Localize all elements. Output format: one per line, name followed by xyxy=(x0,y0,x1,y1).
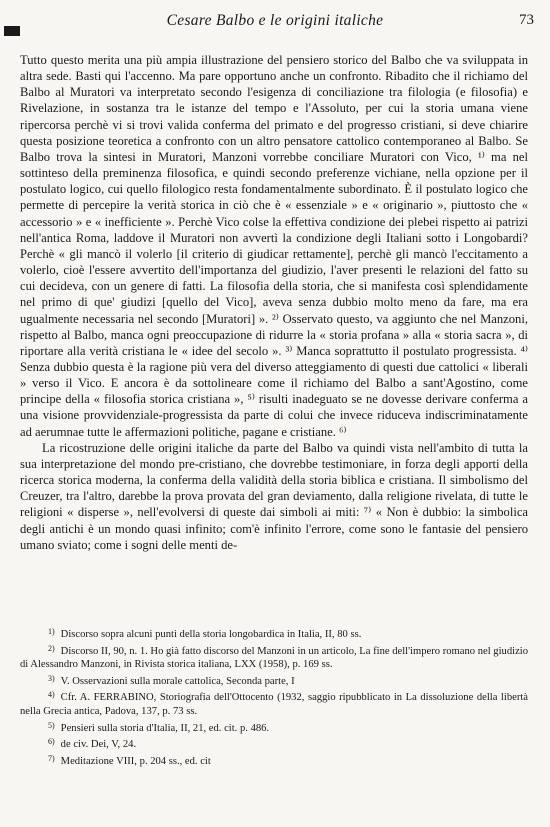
footnote: $^{3)}$ V. Osservazioni sulla morale cattolica, Seconda parte, I xyxy=(48,673,295,687)
paragraph: Tutto questo merita una più ampia illustrazione del pensiero storico del Balbo che va sviluppata in altra sede. Basti qui l'accenno. Ma pare opportuno anche un confronto. Ribadito che il richiamo del Balbo al Muratori va interpretato secondo l'esigenza di conciliazione tra filologia (e filosofia) e Rivelazione, in sostanza tra le istanze del tempo e l'Assoluto, per cui la storia umana viene ripercorsa perchè vi si trovi valida conferma del primato e del progresso cristiani, si deve chiarire questa posizione teoretica a confronto con un altro pensatore cattolico contemporaneo al Balbo. Se Balbo trova la sintesi in Muratori, Manzoni vorrebbe conciliare Muratori con Vico, ¹⁾ ma nel sottinteso della preminenza filosofica, e quindi secondo preferenze vichiane, nella opzione per il postulato logico, cui quello filologico resta fondamentalmente subordinato. È il postulato logico che permette di percepire la verità storica in ciò che è « essenziale » e « originario », piuttosto che « accessorio » e « inefficiente ». Perchè Vico colse la effettiva condizione dei plebei rispetto ai patrizi nell'antica Roma, laddove il Muratori non avvertì la condizione degli Italiani sotto i Longobardi? Perchè « gli mancò il volerlo [il criterio di giudicar rettamente], perchè gli mancò l'eccitamento a volerlo, cioè l'essere avvertito dell'importanza del giudizio, l'aver presenti le relazioni del fatto su cui decideva, con un genere di fatti. La filosofia della storia, che si manifesta così splendidamente nel primo di que' giudizi [quello del Vico], aveva senza dubbio molto meno da fare, ma era ugualmente necessaria nel secondo [Muratori] ». ²⁾ Osservato questo, va aggiunto che nel Manzoni, rispetto al Balbo, manca ogni preoccupazione di ridurre la « storia profana » alla « storia sacra », di riportare alla verità cristiana le « idee del secolo ». ³⁾ Manca soprattutto il postulato progressista. ⁴⁾ Senza dubbio questa è la ragione più vera del diverso atteggiamento di questi due cattolici « liberali » verso il Vico. E ancora è da sottolineare come il richiamo del Balbo a sant'Agostino, come principe della « filosofia storica cristiana », ⁵⁾ risulti inadeguato se ne dovesse derivare conferma a una visione provvidenziale-progressista da parte di colui che invece riduceva indiscriminatamente ad aerumnae tutte le affermazioni politiche, pagane e cristiane. ⁶⁾ xyxy=(20,53,528,439)
page-number: 73 xyxy=(519,12,534,28)
footnote: $^{5)}$ Pensieri sulla storia d'Italia, II, 21, ed. cit. p. 486. xyxy=(48,720,270,734)
footnote: $^{4)}$ Cfr. A. FERRABINO, Storiografia dell'Ottocento (1932, saggio ripubblicato in La dissoluzione della libertà nella Grecia antica, Padova, 137, p. 73 ss. xyxy=(20,690,528,717)
main-text xyxy=(20,52,528,553)
paragraph: La ricostruzione delle origini italiche da parte del Balbo va quindi vista nell'ambito di tutta la sua interpretazione del mondo pre-cristiano, che dovrebbe testimoniare, in forza degli apporti della ricerca storica moderna, la conferma della validità della storia biblica e cristiana. Il simbolismo del Creuzer, tra l'altro, darebbe la prova provata del gran deviamento, dalla religione rivelata, di tutte le religioni « disperse », nell'evolversi di queste dai simboli ai miti: ⁷⁾ « Non è dubbio: la simbolica degli antichi è un mondo quasi infinito; com'è infinito l'errore, come sono le fantasie del pensiero umano sviato; come i sogni delle menti de- xyxy=(20,440,528,552)
footnote: $^{2)}$ Discorso II, 90, n. 1. Ho già fatto discorso del Manzoni in un articolo, La fine dell'impero romano nel giudizio di Alessandro Manzoni, in Rivista storica italiana, LXX (1958), p. 169 ss. xyxy=(20,643,529,671)
footnote: $^{1)}$ Discorso sopra alcuni punti della storia longobardica in Italia, II, 80 ss. xyxy=(48,627,362,640)
footnote: $^{6)}$ de civ. Dei, V, 24. xyxy=(48,737,137,751)
running-head: Cesare Balbo e le origini italiche xyxy=(166,12,384,29)
footnote: $^{7)}$ Meditazione VIII, p. 204 ss., ed. cit xyxy=(48,753,211,767)
footnotes xyxy=(20,625,528,768)
page-header xyxy=(0,6,550,32)
